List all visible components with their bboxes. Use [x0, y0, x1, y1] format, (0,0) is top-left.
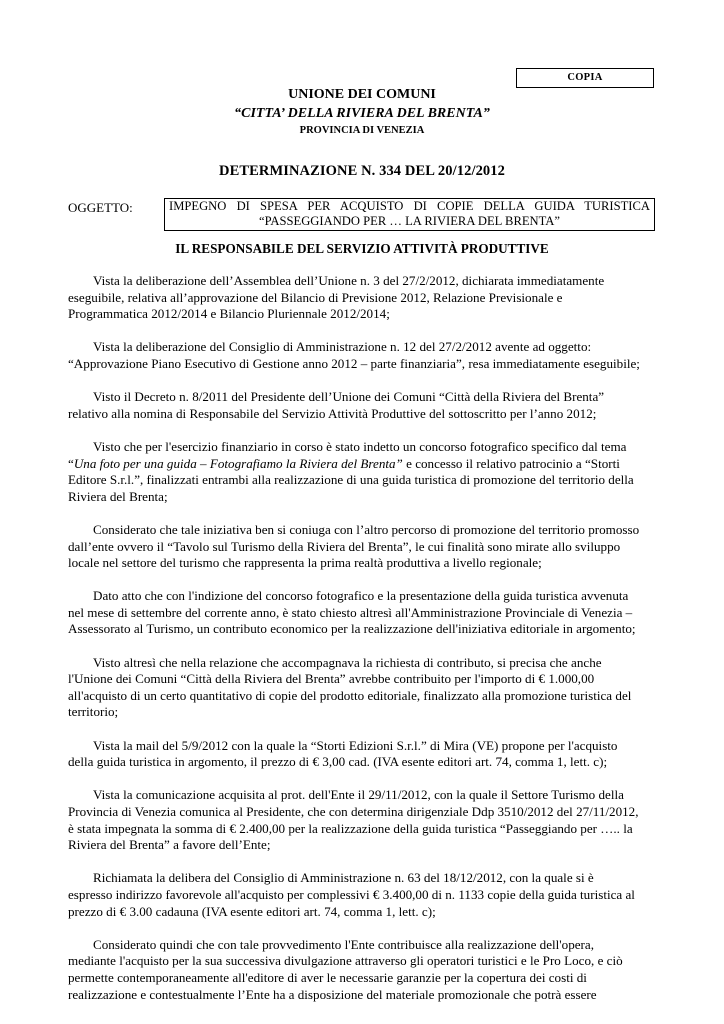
- document-body: [68, 273, 656, 1003]
- oggetto-line-1: IMPEGNO DI SPESA PER ACQUISTO DI COPIE DELLA GUIDA TURISTICA: [169, 199, 650, 213]
- paragraph-peg: Vista la deliberazione del Consiglio di Amministrazione n. 12 del 27/2/2012 avente ad oggetto: “Approvazione Piano Esecutivo di Gestione anno 2012 – parte finanziaria”, resa immediatamente eseguibile;: [68, 339, 640, 371]
- paragraph-comunicazione: Vista la comunicazione acquisita al prot. dell'Ente il 29/11/2012, con la quale il Settore Turismo della Provincia di Venezia comunica al Presidente, che con determina dirigenziale Ddp 3510/2012 del 27/11/2012, è stata impegnata la somma di € 2.400,00 per la realizzazione della guida turistica “Passeggiando per ….. la Riviera del Brenta” a favore dell’Ente;: [68, 787, 639, 853]
- oggetto-label: OGGETTO:: [68, 200, 133, 215]
- paragraph-contributo-provincia: Dato atto che con l'indizione del concorso fotografico e la presentazione della guida turistica avvenuta nel mese di settembre del corrente anno, è stato chiesto altresì all'Amministrazione Provinciale di Venezia – Assessorato al Turismo, un contributo economico per la realizzazione dell'iniziativa editoriale in argomento;: [68, 588, 636, 637]
- paragraph-decreto: Visto il Decreto n. 8/2011 del Presidente dell’Unione dei Comuni “Città della Riviera del Brenta” relativo alla nomina di Responsabile del Servizio Attività Produttive del sottoscritto per l’anno 2012;: [68, 389, 605, 421]
- determinazione-title: DETERMINAZIONE N. 334 DEL 20/12/2012: [219, 163, 505, 179]
- paragraph-relazione: Visto altresì che nella relazione che accompagnava la richiesta di contributo, si precisa che anche l'Unione dei Comuni “Città della Riviera del Brenta” avrebbe contribuito per l'importo di € 1.000,00 all'acquisto di un certo quantitativo di copie del prodotto editoriale, finalizzato alla promozione turistica del territorio;: [68, 654, 632, 720]
- paragraph-mail-storti: Vista la mail del 5/9/2012 con la quale la “Storti Edizioni S.r.l.” di Mira (VE) propone per l'acquisto della guida turistica in argomento, il prezzo di € 3,00 cad. (IVA esente editori art. 74, comma 1, lett. c);: [68, 737, 618, 770]
- header-union-title: UNIONE DEI COMUNI: [288, 87, 436, 102]
- paragraph-bilancio: Vista la deliberazione dell’Assemblea dell’Unione n. 3 del 27/2/2012, dichiarata immediatamente eseguibile, relativa all’approvazione del Bilancio di Previsione 2012, Relazione Previsionale e Programmatica 2012/2014 e Bilancio Pluriennale 2012/2014;: [68, 273, 605, 322]
- paragraph-concorso: Visto che per l'esercizio finanziario in corso è stato indetto un concorso fotografico specifico dal tema “Una foto per una guida – Fotografiamo la Riviera del Brenta” e concesso il relativo patrocinio a “Storti Editore S.r.l.”, finalizzati entrambi alla realizzazione di una guida turistica di promozione del territorio della Riviera del Brenta;: [68, 438, 634, 504]
- header-union-subtitle: “CITTA’ DELLA RIVIERA DEL BRENTA”: [234, 106, 490, 121]
- paragraph-delibera: Richiamata la delibera del Consiglio di Amministrazione n. 63 del 18/12/2012, con la quale si è espresso indirizzo favorevole all'acquisto per complessivi € 3.400,00 di n. 1133 copie della guida turistica al prezzo di € 3.00 cadauna (IVA esente editori art. 74, comma 1, lett. c);: [68, 870, 635, 919]
- paragraph-considerato: Considerato quindi che con tale provvedimento l'Ente contribuisce alla realizzazione dell'opera, mediante l'acquisto per la sua successiva divulgazione attraverso gli operatori turistici e le Pro Loco, e ciò permette contemporaneamente all'editore di aver le necessarie garanzie per la copertura dei costi di realizzazione e contestualmente l’Ente ha a disposizione del materiale promozionale che potrà essere: [68, 936, 623, 1002]
- copia-stamp: COPIA: [516, 68, 654, 88]
- oggetto-box: [164, 198, 655, 231]
- header-province: PROVINCIA DI VENEZIA: [299, 125, 425, 136]
- paragraph-tavolo-turismo: Considerato che tale iniziativa ben si coniuga con l’altro percorso di promozione del territorio promosso dall’ente ovvero il “Tavolo sul Turismo della Riviera del Brenta”, le cui finalità sono mirate allo sviluppo locale nel settore del turismo che rappresenta la prima realtà produttiva a livello regionale;: [68, 521, 640, 571]
- responsabile-heading: IL RESPONSABILE DEL SERVIZIO ATTIVITÀ PRODUTTIVE: [175, 241, 549, 256]
- oggetto-line-2: “PASSEGGIANDO PER … LA RIVIERA DEL BRENTA”: [258, 214, 560, 228]
- concorso-title-italic: Una foto per una guida – Fotografiamo la Riviera del Brenta”: [73, 455, 403, 471]
